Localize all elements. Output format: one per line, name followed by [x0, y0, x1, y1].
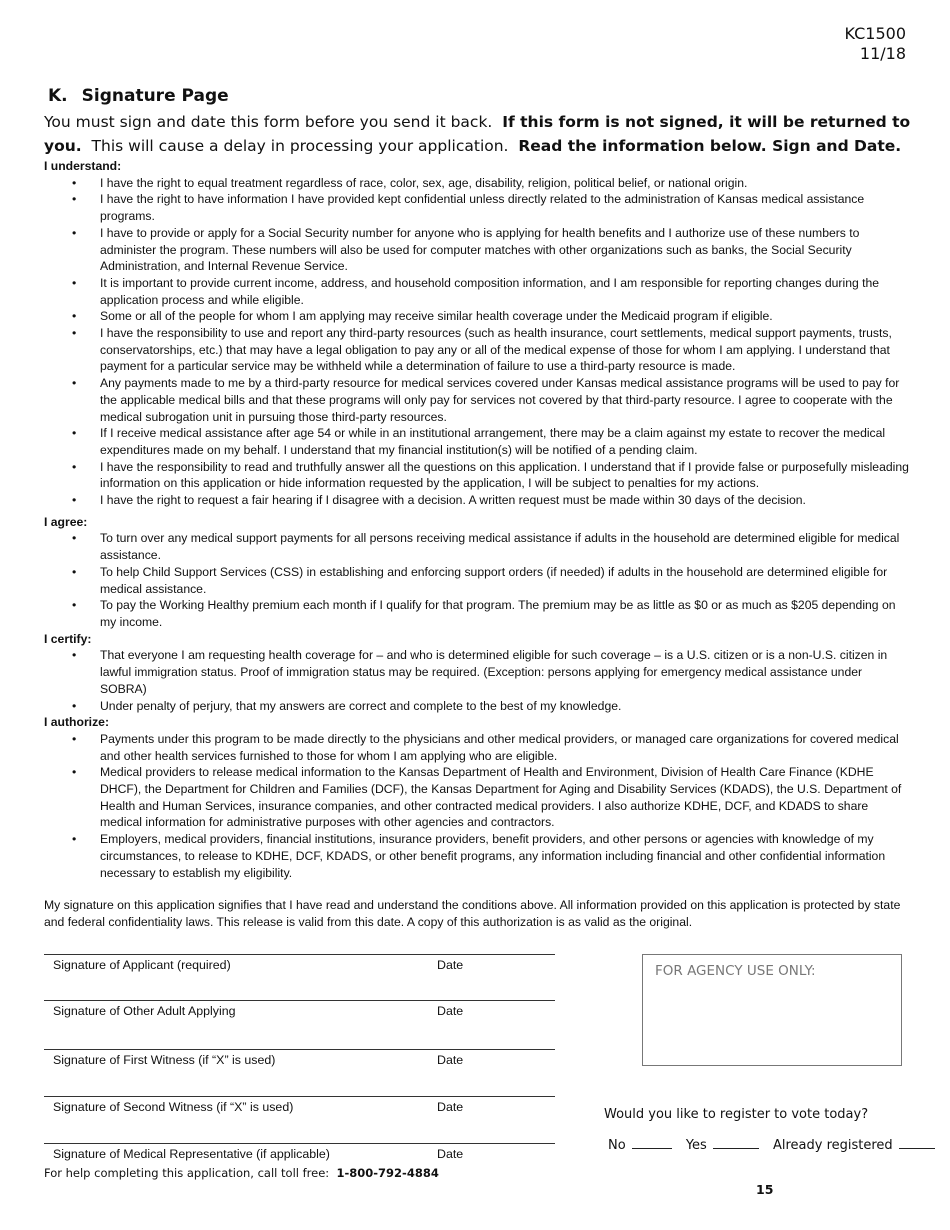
- list-item: • To pay the Working Healthy premium each month if I qualify for that program. The premium may be as little as $0 or as much as $205 depending on my income.: [44, 597, 910, 630]
- list-item: • Under penalty of perjury, that my answers are correct and complete to the best of my knowledge.: [44, 698, 910, 715]
- intro-paragraph: [44, 110, 914, 158]
- first-witness-date-label: Date: [437, 1053, 464, 1067]
- section-title-text: Signature Page: [81, 86, 229, 106]
- list-item: • I have to provide or apply for a Social Security number for anyone who is applying for health benefits and I authorize use of these numbers to administer the program. These numbers will also be used for computer matches with other organizations such as banks, the Social Security Administration, and Internal Revenue Service.: [44, 225, 910, 275]
- medical-rep-signature-label: Signature of Medical Representative (if applicable): [53, 1147, 330, 1161]
- list-item: • To help Child Support Services (CSS) in establishing and enforcing support orders (if needed) if adults in the household are determined eligible for medical assistance.: [44, 564, 910, 597]
- other-adult-date-label: Date: [437, 1004, 464, 1018]
- agency-use-label: FOR AGENCY USE ONLY:: [655, 963, 816, 979]
- first-witness-signature-label: Signature of First Witness (if “X” is used): [53, 1053, 276, 1067]
- second-witness-signature-line[interactable]: [44, 1096, 555, 1097]
- help-phone: 1-800-792-4884: [336, 1166, 439, 1180]
- vote-no-blank[interactable]: [632, 1137, 672, 1149]
- certify-list: [44, 647, 910, 714]
- vote-already-label: Already registered: [772, 1138, 893, 1153]
- understand-list: [44, 175, 910, 509]
- applicant-date-label: Date: [437, 958, 464, 972]
- list-item: • It is important to provide current income, address, and household composition information, and I am responsible for reporting changes during the application process and while eligible.: [44, 275, 910, 308]
- terms-body: [44, 158, 910, 881]
- list-item: • I have the right to have information I have provided kept confidential unless directly related to the administration of Kansas medical assistance programs.: [44, 191, 910, 224]
- vote-no-label: No: [608, 1138, 626, 1153]
- intro-sentence-2: This will cause a delay in processing your application.: [91, 137, 509, 155]
- help-line: [44, 1166, 439, 1180]
- agree-list: [44, 530, 910, 630]
- authorize-heading: I authorize:: [44, 715, 110, 730]
- list-item: • That everyone I am requesting health coverage for – and who is determined eligible for such coverage – is a U.S. citizen or is a non-U.S. citizen in lawful immigration status. Proof of immigration status may be required. (Exception: persons applying for emergency medical assistance under SOBRA): [44, 647, 910, 697]
- list-item: • Medical providers to release medical information to the Kansas Department of Health and Environment, Division of Health Care Finance (KDHE DHCF), the Department for Children and Families (DCF), the Kansas Department for Aging and Disability Services (KDADS), the U.S. Department of Health and Human Services, insurance companies, and other contracted medical providers. I also authorize KDHE, DCF, and KDADS to share medical information for administrative purposes with other agencies and contractors.: [44, 764, 910, 831]
- intro-sentence-1: You must sign and date this form before you send it back.: [44, 113, 493, 131]
- list-item: • Employers, medical providers, financial institutions, insurance providers, benefit providers, and other persons or agencies with knowledge of my circumstances, to release to KDHE, DCF, KDADS, or other benefit programs, any information including financial and other confidential information necessary to establish my eligibility.: [44, 831, 910, 881]
- vote-yes-blank[interactable]: [713, 1137, 759, 1149]
- help-text: For help completing this application, call toll free:: [44, 1166, 330, 1180]
- second-witness-date-label: Date: [437, 1100, 464, 1114]
- applicant-signature-line[interactable]: [44, 954, 555, 955]
- second-witness-signature-label: Signature of Second Witness (if “X” is used): [53, 1100, 294, 1114]
- agree-heading: I agree:: [44, 514, 88, 529]
- list-item: • I have the right to request a fair hearing if I disagree with a decision. A written request must be made within 30 days of the decision.: [44, 492, 910, 509]
- list-item: • Any payments made to me by a third-party resource for medical services covered under Kansas medical assistance programs will be used to pay for the applicable medical bills and that these programs will only pay for services not covered by that third-party resource. I agree to cooperate with the medical subrogation unit in pursuing those third-party resources.: [44, 375, 910, 425]
- vote-already-blank[interactable]: [899, 1137, 935, 1149]
- applicant-signature-label: Signature of Applicant (required): [53, 958, 231, 972]
- list-item: • I have the responsibility to read and truthfully answer all the questions on this application. I understand that if I provide false or purposefully misleading information on this application or hide information requested by the application, I will be subject to penalties for my actions.: [44, 459, 910, 492]
- medical-rep-signature-line[interactable]: [44, 1143, 555, 1144]
- list-item: • I have the right to equal treatment regardless of race, color, sex, age, disability, religion, political belief, or national origin.: [44, 175, 910, 192]
- authorize-list: [44, 731, 910, 881]
- medical-rep-date-label: Date: [437, 1147, 464, 1161]
- form-date: 11/18: [859, 44, 906, 63]
- section-letter: K.: [48, 86, 68, 106]
- list-item: • Some or all of the people for whom I am applying may receive similar health coverage under the Medicaid program if eligible.: [44, 308, 910, 325]
- intro-instruction: Read the information below. Sign and Date.: [518, 137, 902, 155]
- agency-use-box: [642, 954, 902, 1066]
- vote-question: Would you like to register to vote today?: [604, 1107, 869, 1122]
- list-item: • I have the responsibility to use and report any third-party resources (such as health insurance, court settlements, medical support payments, trusts, conservatorships, etc.) that may have a legal obligation to pay any or all of the medical expense of those for whom I am applying. I understand that payment for a particular service may be withheld while a determination of failure to use a third-party resource is made.: [44, 325, 910, 375]
- understand-heading: I understand:: [44, 159, 122, 173]
- section-title: [48, 86, 229, 106]
- form-code: KC1500: [844, 24, 906, 43]
- form-code-block: [844, 24, 906, 64]
- list-item: • To turn over any medical support payments for all persons receiving medical assistance if adults in the household are determined eligible for medical assistance.: [44, 530, 910, 563]
- other-adult-signature-label: Signature of Other Adult Applying: [53, 1004, 236, 1018]
- intro-warning: If this form is not signed, it will be returned to you.: [44, 113, 911, 155]
- page-number: 15: [756, 1182, 774, 1197]
- list-item: • Payments under this program to be made directly to the physicians and other medical providers, or managed care organizations for covered medical and other health services furnished to those for whom I am applying who are eligible.: [44, 731, 910, 764]
- other-adult-signature-line[interactable]: [44, 1000, 555, 1001]
- list-item: • If I receive medical assistance after age 54 or while in an institutional arrangement, there may be a claim against my estate to recover the medical expenditures made on my behalf. I understand that my financial institution(s) will be notified of a pending claim.: [44, 425, 910, 458]
- vote-options: [608, 1137, 945, 1153]
- vote-yes-label: Yes: [685, 1138, 707, 1153]
- certify-heading: I certify:: [44, 631, 92, 646]
- first-witness-signature-line[interactable]: [44, 1049, 555, 1050]
- closing-statement: My signature on this application signifies that I have read and understand the conditions above. All information provided on this application is protected by state and federal confidentiality laws. This release is valid from this date. A copy of this authorization is as valid as the original.: [44, 898, 901, 929]
